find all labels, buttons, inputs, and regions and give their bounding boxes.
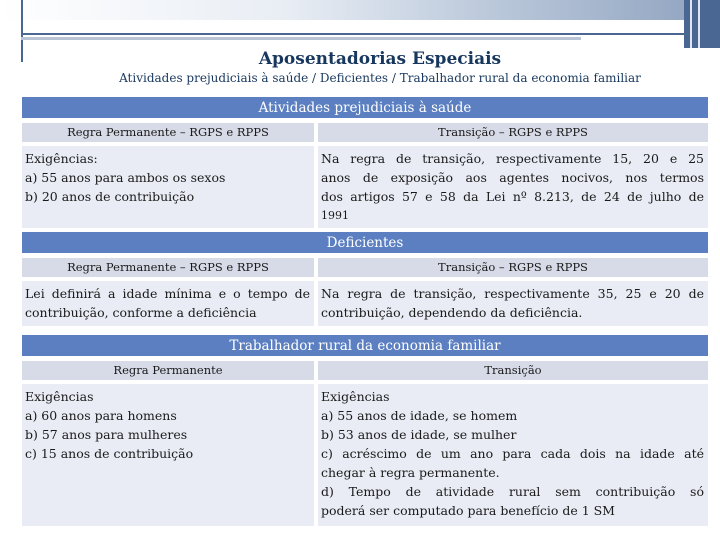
text-line: poderá ser computado para benefício de 1 SM <box>321 503 615 518</box>
text-line: a) 55 anos de idade, se homem <box>321 408 518 423</box>
text-line: b) 57 anos para mulheres <box>25 427 188 442</box>
text-line: a) 55 anos para ambos os sexos <box>25 170 226 185</box>
column-header-permanente: Regra Permanente – RGPS e RPPS <box>22 258 314 277</box>
section-band-deficientes: Deficientes <box>22 232 708 254</box>
section-band-trabalhador-rural: Trabalhador rural da economia familiar <box>22 335 708 357</box>
text-line: b) 20 anos de contribuição <box>25 189 195 204</box>
top-decorative-band <box>0 0 720 20</box>
page-subtitle: Atividades prejudiciais à saúde / Deficientes / Trabalhador rural da economia familiar <box>119 71 641 85</box>
text-line: Exigências <box>321 389 390 404</box>
column-header-transicao: Transição – RGPS e RPPS <box>318 258 708 277</box>
text-line: c) 15 anos de contribuição <box>25 446 194 461</box>
page-title: Aposentadorias Especiais <box>258 49 502 69</box>
text-line: b) 53 anos de idade, se mulher <box>321 427 517 442</box>
column-header-permanente: Regra Permanente – RGPS e RPPS <box>22 123 314 142</box>
column-header-permanente: Regra Permanente <box>22 361 314 380</box>
cell-permanente-rural <box>22 384 314 526</box>
cell-transicao-atividades <box>318 146 708 228</box>
cell-permanente-atividades <box>22 146 314 228</box>
text-line: Na regra de transição, respectivamente 35, 25 e 20 de <box>321 286 704 301</box>
cell-transicao-rural <box>318 384 708 526</box>
text-line: c) acréscimo de um ano para cada dois na idade até <box>321 446 704 461</box>
text-line: 1991 <box>321 209 349 222</box>
text-line: d) Tempo de atividade rural sem contribuição só <box>321 484 704 499</box>
text-line: dos artigos 57 e 58 da Lei nº 8.213, de 24 de julho de <box>321 189 704 204</box>
text-line: Exigências <box>25 389 94 404</box>
text-line: contribuição, conforme a deficiência <box>25 305 257 320</box>
text-line: a) 60 anos para homens <box>25 408 177 423</box>
text-line: contribuição, dependendo da deficiência. <box>321 305 583 320</box>
text-line: chegar à regra permanente. <box>321 465 500 480</box>
column-header-transicao: Transição <box>318 361 708 380</box>
text-line: Exigências: <box>25 151 98 166</box>
cell-transicao-deficientes <box>318 281 708 326</box>
corner-decorative-block <box>684 0 720 48</box>
column-header-transicao: Transição – RGPS e RPPS <box>318 123 708 142</box>
decorative-horizontal-line <box>21 33 685 35</box>
text-line: Na regra de transição, respectivamente 15, 20 e 25 <box>321 151 704 166</box>
cell-permanente-deficientes <box>22 281 314 326</box>
text-line: anos de exposição aos agentes nocivos, nos termos <box>321 170 704 185</box>
decorative-horizontal-line-light <box>21 37 581 40</box>
section-band-atividades: Atividades prejudiciais à saúde <box>22 97 708 119</box>
text-line: Lei definirá a idade mínima e o tempo de <box>25 286 310 301</box>
